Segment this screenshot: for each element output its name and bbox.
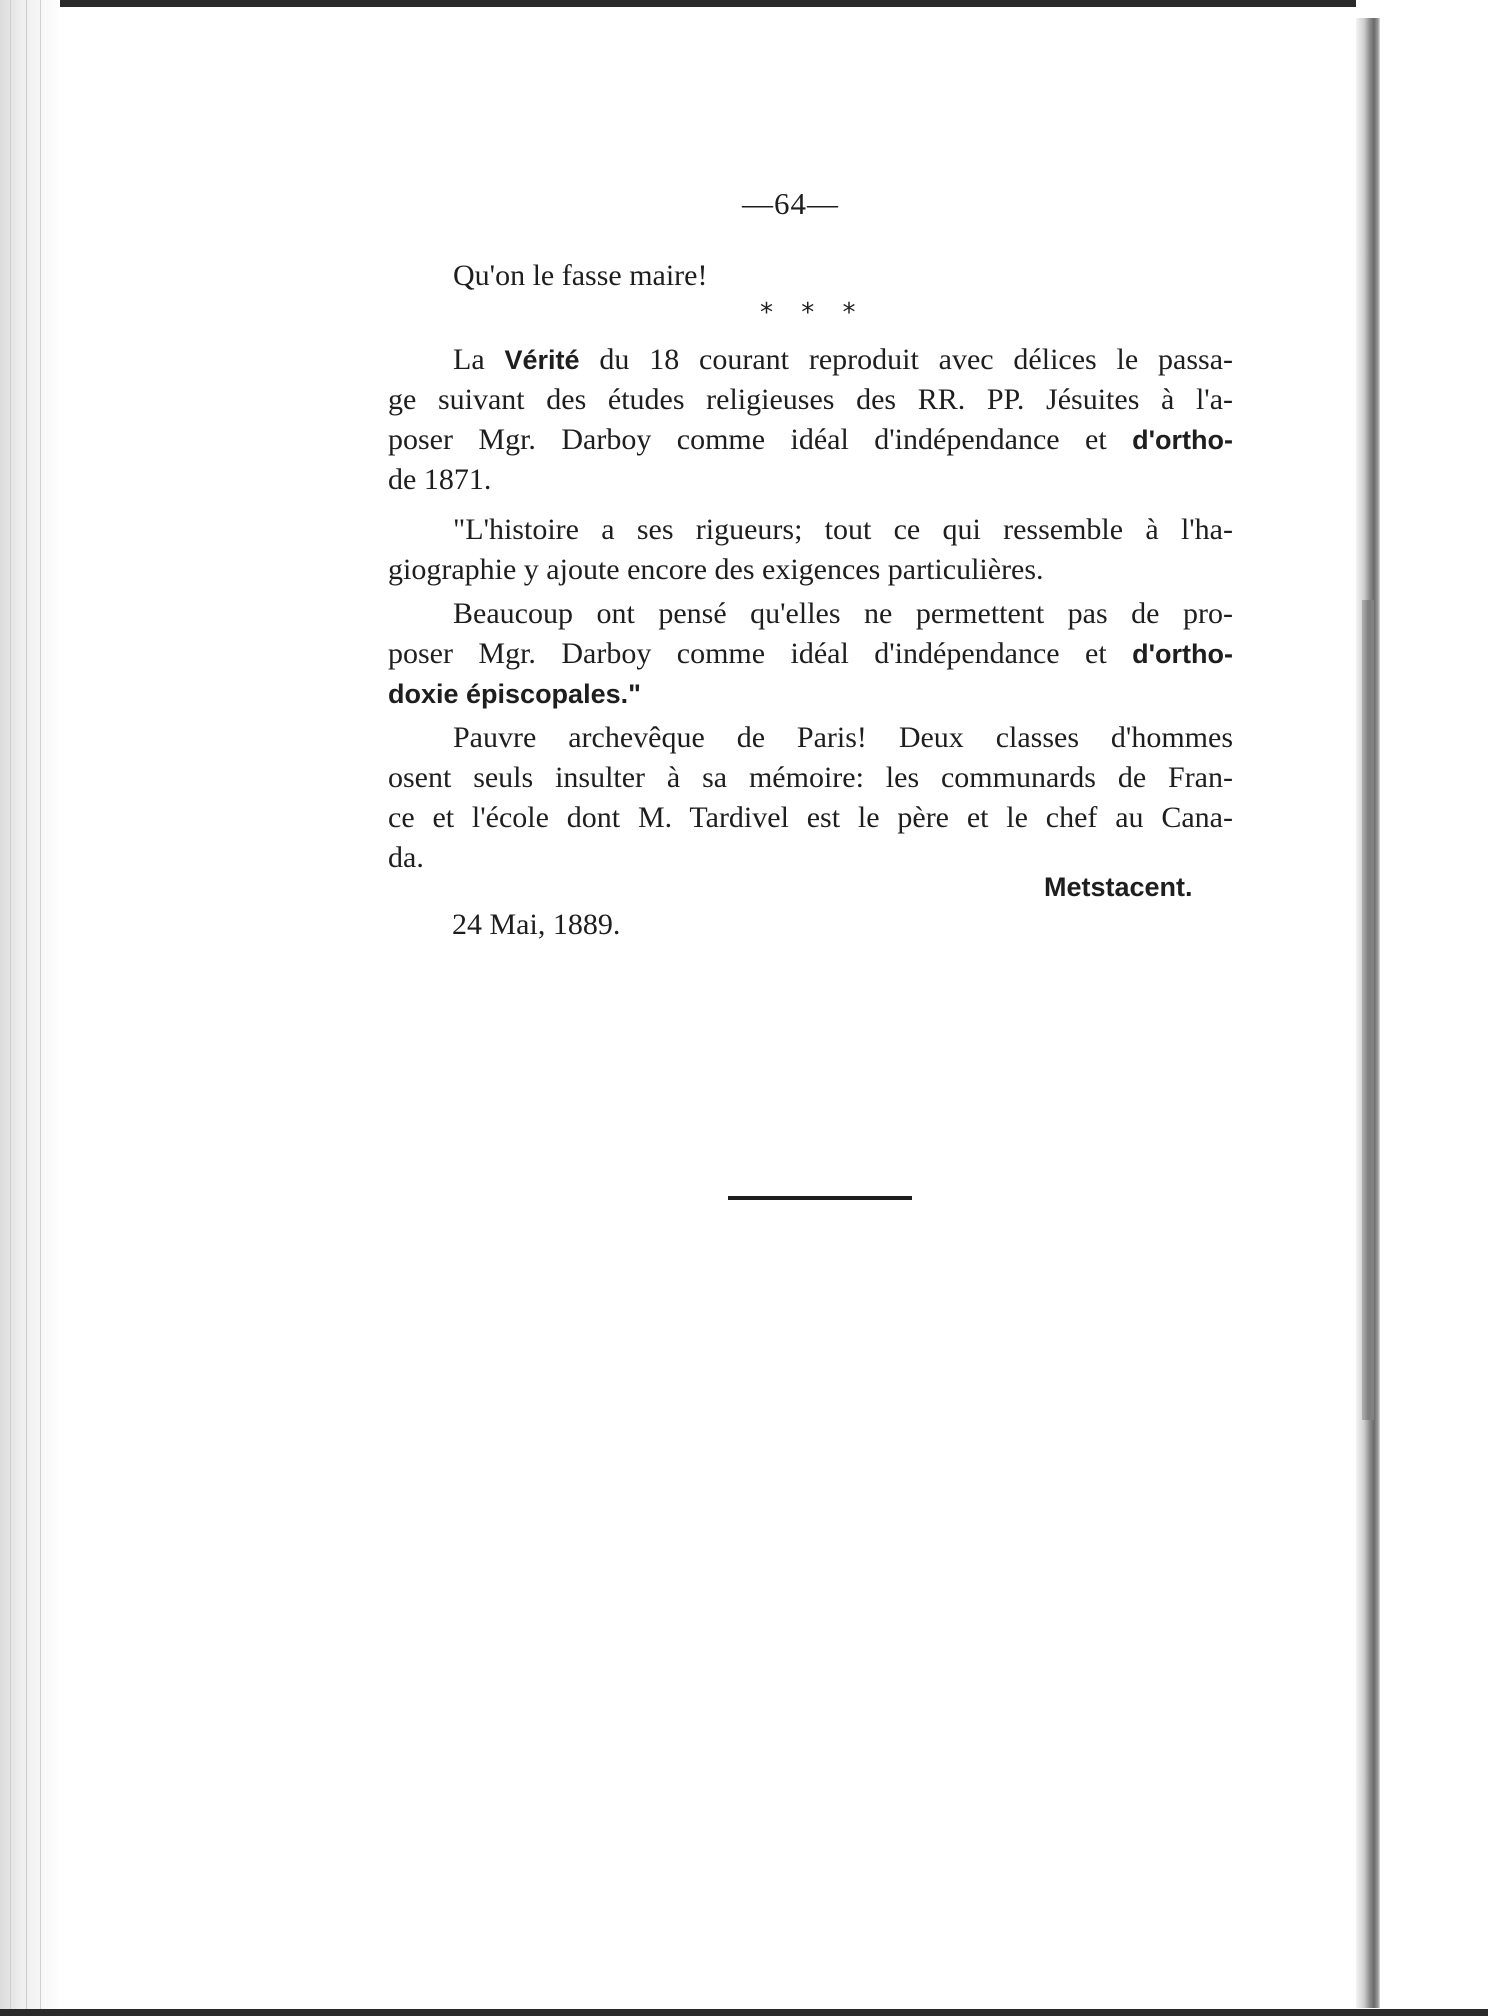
text-line: de 1871. [388, 463, 492, 496]
text-line [388, 594, 1233, 634]
text-line [388, 718, 1233, 758]
scan-top-edge [0, 0, 1488, 7]
gutter-line [26, 0, 27, 2016]
spine-shadow [1362, 600, 1374, 1420]
text-line: osent seuls insulter à sa mémoire: les communards de Fran- [388, 761, 1233, 794]
gutter-line [10, 0, 11, 2016]
text-span: poser Mgr. Darboy comme idéal d'indépendance et [388, 637, 1133, 670]
bold-line: doxie épiscopales." [388, 679, 641, 709]
signature: Metstacent. [1044, 872, 1193, 902]
paragraph-pauvre [388, 718, 1233, 878]
text-span: Beaucoup ont pensé qu'elles ne permettent pas de pro- [453, 597, 1233, 630]
opening-line-text: Qu'on le fasse maire! [453, 259, 708, 292]
text-line [388, 340, 1233, 380]
text-span: poser Mgr. Darboy comme idéal d'indépendance et [388, 423, 1133, 456]
closing-rule [728, 1196, 912, 1200]
text-line [388, 420, 1233, 460]
bold-phrase: d'ortho- [1132, 425, 1233, 455]
text-span: La [453, 343, 505, 376]
text-line: ge suivant des études religieuses des RR. PP. Jésuites à l'a- [388, 383, 1233, 416]
text-span: "L'histoire a ses rigueurs; tout ce qui ressemble à l'ha- [453, 513, 1233, 546]
paragraph-quote [388, 510, 1233, 590]
bold-phrase: d'ortho- [1132, 639, 1233, 669]
paragraph-beaucoup [388, 594, 1233, 714]
page-number: —64— [742, 186, 839, 221]
text-line: ce et l'école dont M. Tardivel est le père et le chef au Cana- [388, 801, 1233, 834]
text-span: Pauvre archevêque de Paris! Deux classes d'hommes [453, 721, 1233, 754]
text-span: du 18 courant reproduit avec délices le passa- [579, 343, 1234, 376]
scan-right-spine [1356, 0, 1488, 2016]
text-line [388, 510, 1233, 550]
paragraph-verite [388, 340, 1233, 500]
opening-line [388, 256, 1233, 296]
scan-bottom-edge [0, 2009, 1488, 2016]
text-line [388, 634, 1233, 674]
text-line: da. [388, 841, 424, 874]
text-line: giographie y ajoute encore des exigences particulières. [388, 553, 1044, 586]
gutter-line [40, 0, 41, 2016]
newspaper-title: Vérité [504, 345, 580, 375]
scan-left-gutter [0, 0, 60, 2016]
date-line: 24 Mai, 1889. [452, 908, 621, 941]
section-separator: * * * [760, 298, 866, 328]
